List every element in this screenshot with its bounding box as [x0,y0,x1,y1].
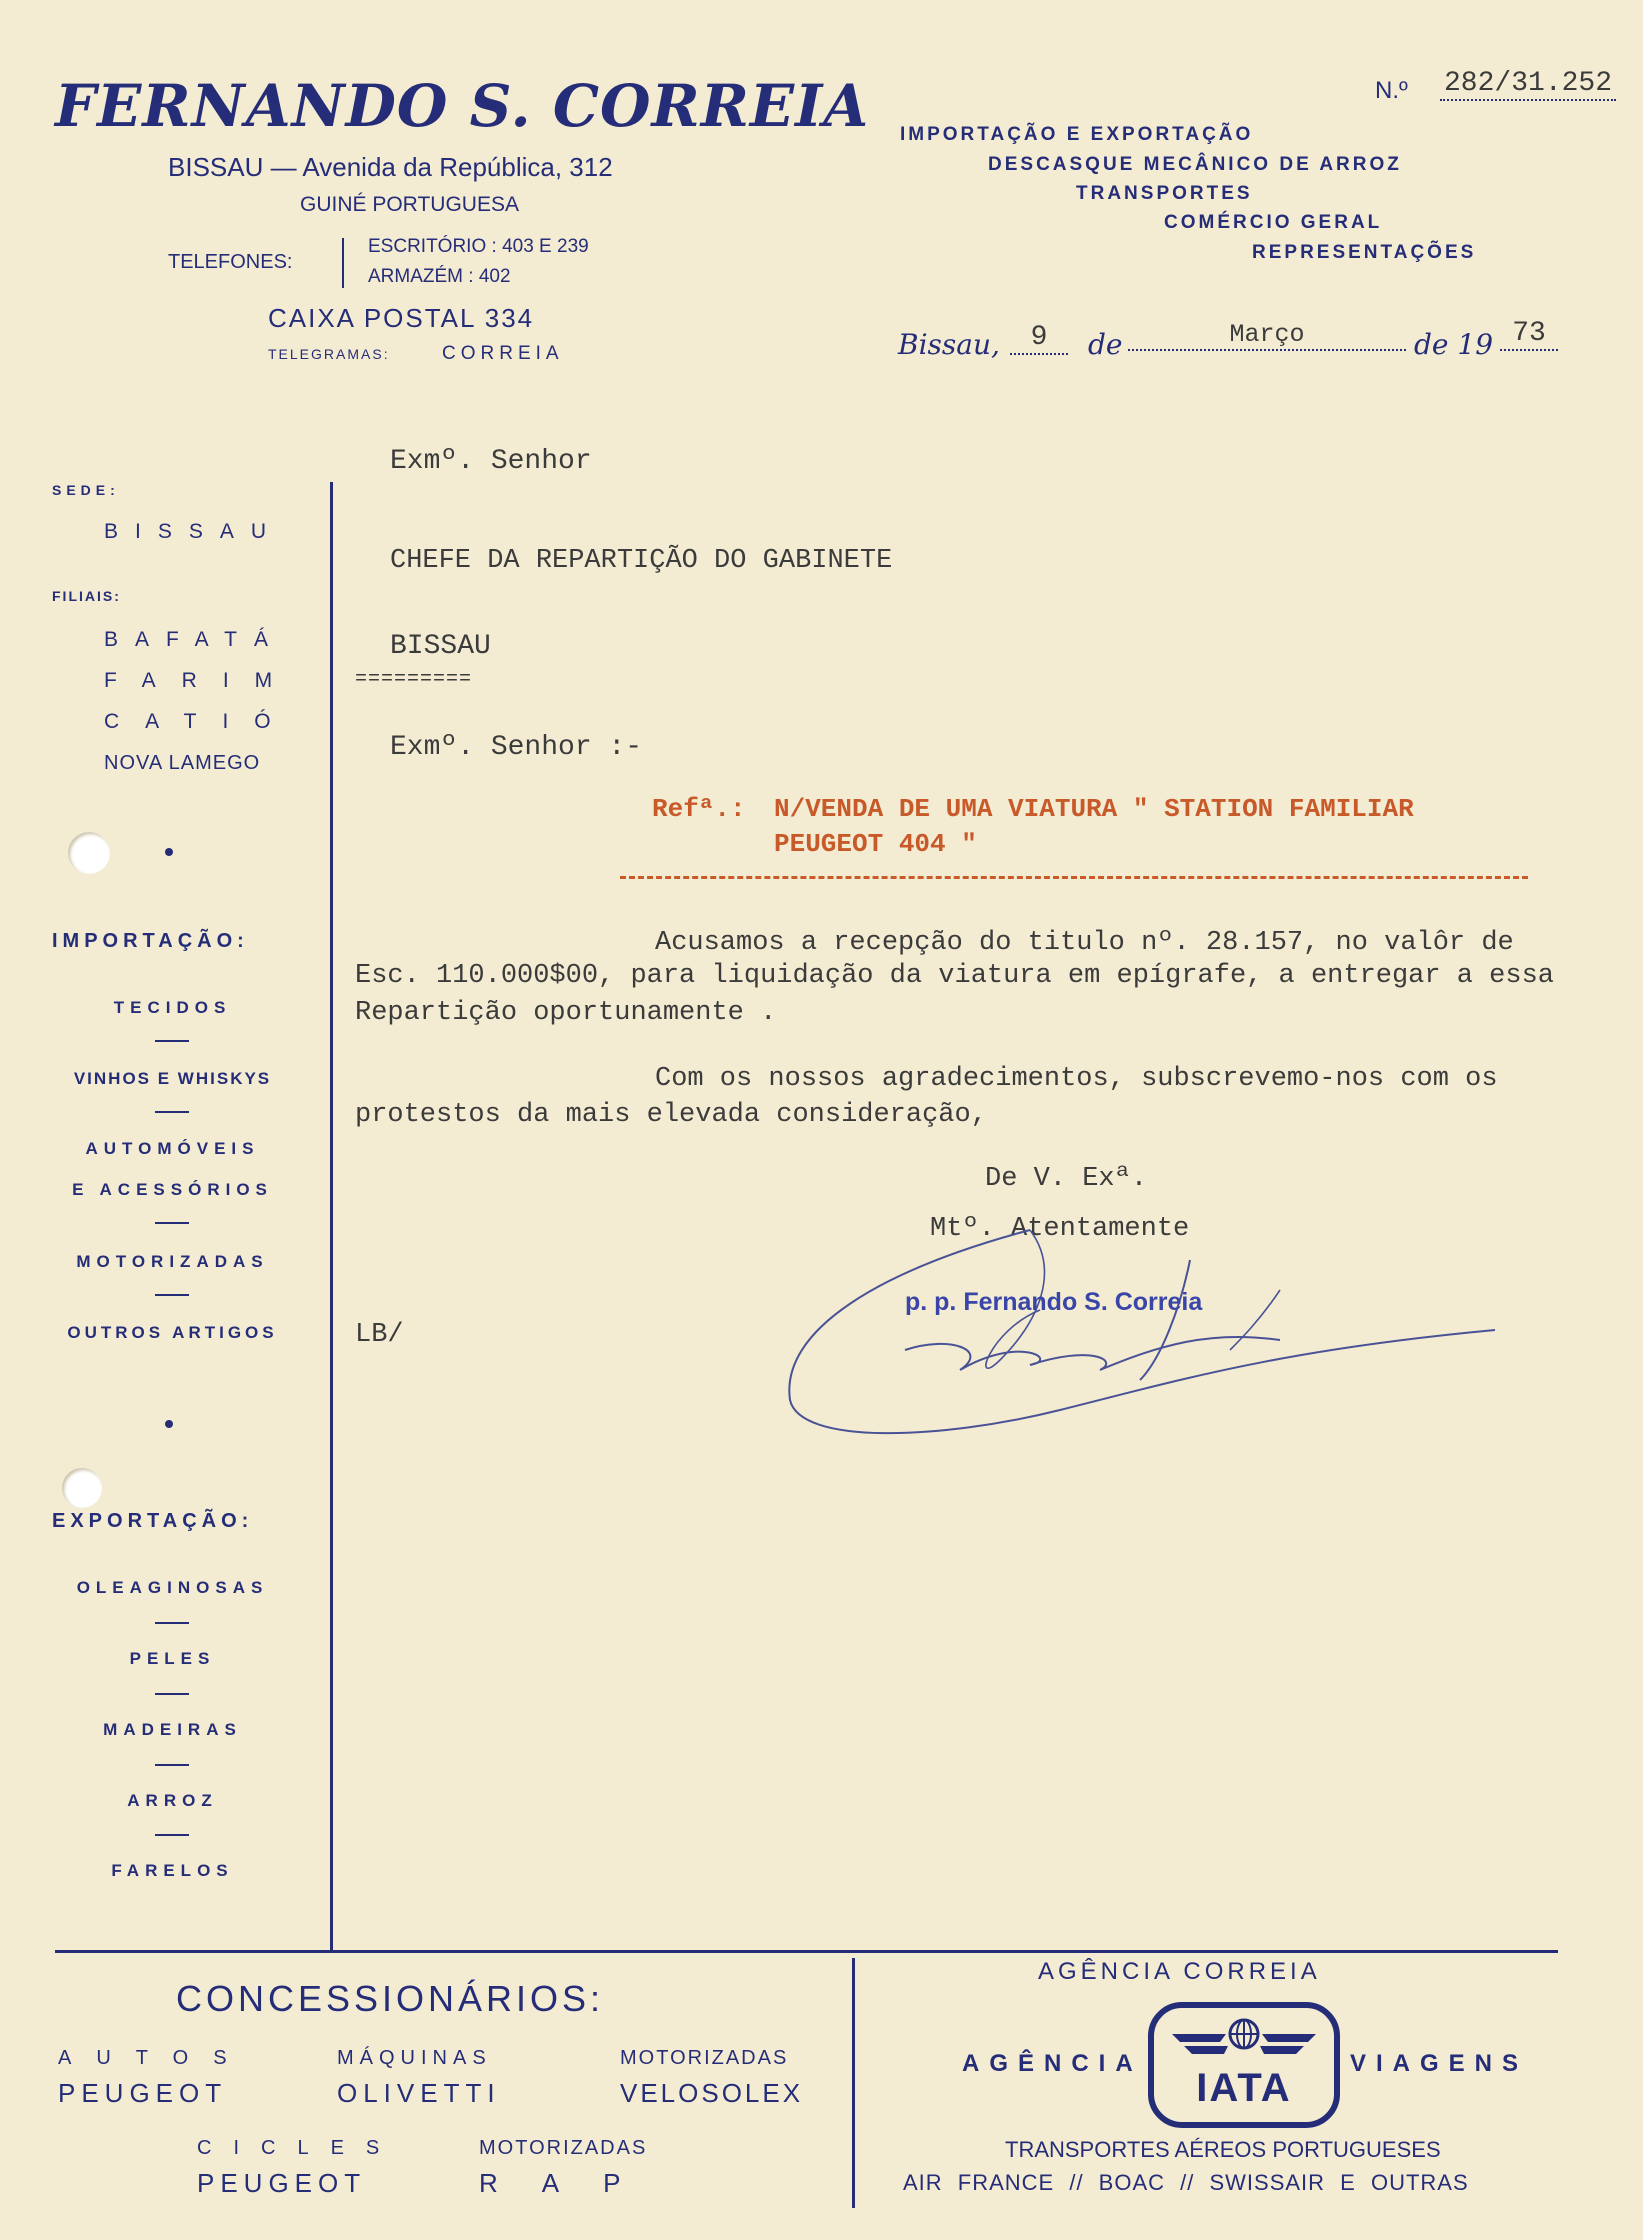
import-outros: OUTROS ARTIGOS [67,1323,278,1342]
closing-1: De V. Exª. [985,1164,1148,1194]
export-arroz: ARROZ [127,1791,218,1810]
exportacao-label: EXPORTAÇÃO: [52,1510,254,1532]
punch-hole [62,1468,102,1508]
import-motorizadas: MOTORIZADAS [76,1252,269,1271]
divider [155,1111,189,1113]
punch-hole [68,832,110,874]
divider [155,1040,189,1042]
bullet-dot [165,848,173,856]
export-farelos: FARELOS [111,1861,234,1880]
sede-value: BISSAU [104,520,284,543]
divider [155,1622,189,1624]
airlines-line-1: TRANSPORTES AÉREOS PORTUGUESES [1005,2137,1441,2162]
signature-scrawl [760,1210,1520,1450]
activity-2: DESCASQUE MECÂNICO DE ARROZ [988,154,1402,175]
activity-4: COMÉRCIO GERAL [1164,212,1383,233]
import-acessorios: E ACESSÓRIOS [72,1180,273,1199]
date-year: 73 [1500,318,1558,351]
conc-autos-label: AUTOS [58,2047,252,2069]
sede-label: SEDE: [52,482,120,498]
import-tecidos: TECIDOS [113,998,232,1017]
para2-line1: Com os nossos agradecimentos, subscrevemo-nos com os [655,1064,1498,1094]
divider [155,1834,189,1836]
date-place: Bissau, [898,328,1000,361]
number-value: 282/31.252 [1440,68,1616,101]
divider [155,1294,189,1296]
date-day: 9 [1010,322,1068,355]
conc-motorizadas-label: MOTORIZADAS [620,2047,789,2069]
firm-country: GUINÉ PORTUGUESA [300,193,519,216]
para2-line2: protestos da mais elevada consideração, [355,1100,987,1130]
importacao-label: IMPORTAÇÃO: [52,930,249,952]
activity-5: REPRESENTAÇÕES [1252,242,1477,263]
filial-nova-lamego: NOVA LAMEGO [104,752,261,774]
concessionarios-title: CONCESSIONÁRIOS: [176,1978,605,2019]
conc-maquinas-brand: OLIVETTI [337,2078,501,2108]
conc-autos-brand: PEUGEOT [58,2078,228,2108]
recipient: CHEFE DA REPARTIÇÃO DO GABINETE [390,546,893,576]
company-stamp: p. p. Fernando S. Correia [905,1288,1203,1316]
conc-rap-label: MOTORIZADAS [479,2137,648,2159]
agency-title: AGÊNCIA CORREIA [1038,1958,1321,1985]
ref-label: Refª.: [652,794,746,824]
conc-cicles-label: CICLES [197,2137,402,2159]
phones-brace [342,238,356,288]
divider [155,1693,189,1695]
closing-2: Mtº. Atentamente [930,1214,1190,1244]
ref-line-1: N/VENDA DE UMA VIATURA " STATION FAMILIAR [774,794,1414,824]
airlines-line-2: AIR FRANCE // BOAC // SWISSAIR E OUTRAS [903,2170,1469,2195]
phone-warehouse: ARMAZÉM : 402 [368,266,511,287]
agency-left-label: AGÊNCIA [962,2050,1143,2077]
firm-name: FERNANDO S. CORREIA [55,72,870,140]
sidebar-divider [330,482,333,1950]
agency-right-label: VIAGENS [1350,2050,1529,2077]
conc-cicles-brand: PEUGEOT [197,2168,367,2198]
conc-motorizadas-brand: VELOSOLEX [620,2078,804,2108]
activity-1: IMPORTAÇÃO E EXPORTAÇÃO [900,124,1254,145]
globe-wings-icon [1154,2012,1334,2072]
iata-text: IATA [1196,2066,1292,2110]
recipient-city: BISSAU [390,631,491,662]
phone-office: ESCRITÓRIO : 403 E 239 [368,236,589,257]
activity-3: TRANSPORTES [1076,183,1253,204]
date-de1: de [1088,328,1123,361]
firm-address: BISSAU — Avenida da República, 312 [168,152,613,182]
divider [155,1222,189,1224]
bullet-dot [165,1420,173,1428]
telegrams-value: CORREIA [442,343,564,364]
date-de2: de 19 [1414,328,1494,361]
number-label: N.º [1375,77,1408,104]
conc-maquinas-label: MÁQUINAS [337,2047,492,2069]
salutation: Exmº. Senhor :- [390,732,643,763]
salutation-top: Exmº. Senhor [390,446,592,477]
iata-logo [1148,2002,1340,2128]
conc-rap-brand: RAP [479,2168,665,2198]
para1-line3: Repartição oportunamente . [355,998,777,1028]
date-month: Março [1128,320,1406,351]
export-madeiras: MADEIRAS [103,1720,242,1739]
divider [155,1764,189,1766]
city-underline: ========= [355,668,473,691]
import-vinhos: VINHOS E WHISKYS [73,1069,272,1088]
export-oleaginosas: OLEAGINOSAS [76,1578,269,1597]
phones-label: TELEFONES: [168,251,293,273]
footer-divider [852,1958,855,2208]
import-automoveis: AUTOMÓVEIS [85,1139,260,1158]
filial-catio: CATIÓ [104,710,297,733]
po-box: CAIXA POSTAL 334 [268,303,535,333]
footer-rule [55,1950,1558,1953]
filial-farim: FARIM [104,669,299,692]
filiais-label: FILIAIS: [52,588,121,604]
telegrams-label: TELEGRAMAS: [268,346,390,362]
para1-line1: Acusamos a recepção do titulo nº. 28.157, no valôr de [655,928,1514,958]
typist-initials: LB/ [355,1320,404,1350]
para1-line2: Esc. 110.000$00, para liquidação da viatura em epígrafe, a entregar a essa [355,961,1554,991]
ref-line-2: PEUGEOT 404 " [774,829,977,859]
ref-underline [620,876,1528,879]
filial-bafata: BAFATÁ [104,628,285,651]
export-peles: PELES [129,1649,216,1668]
